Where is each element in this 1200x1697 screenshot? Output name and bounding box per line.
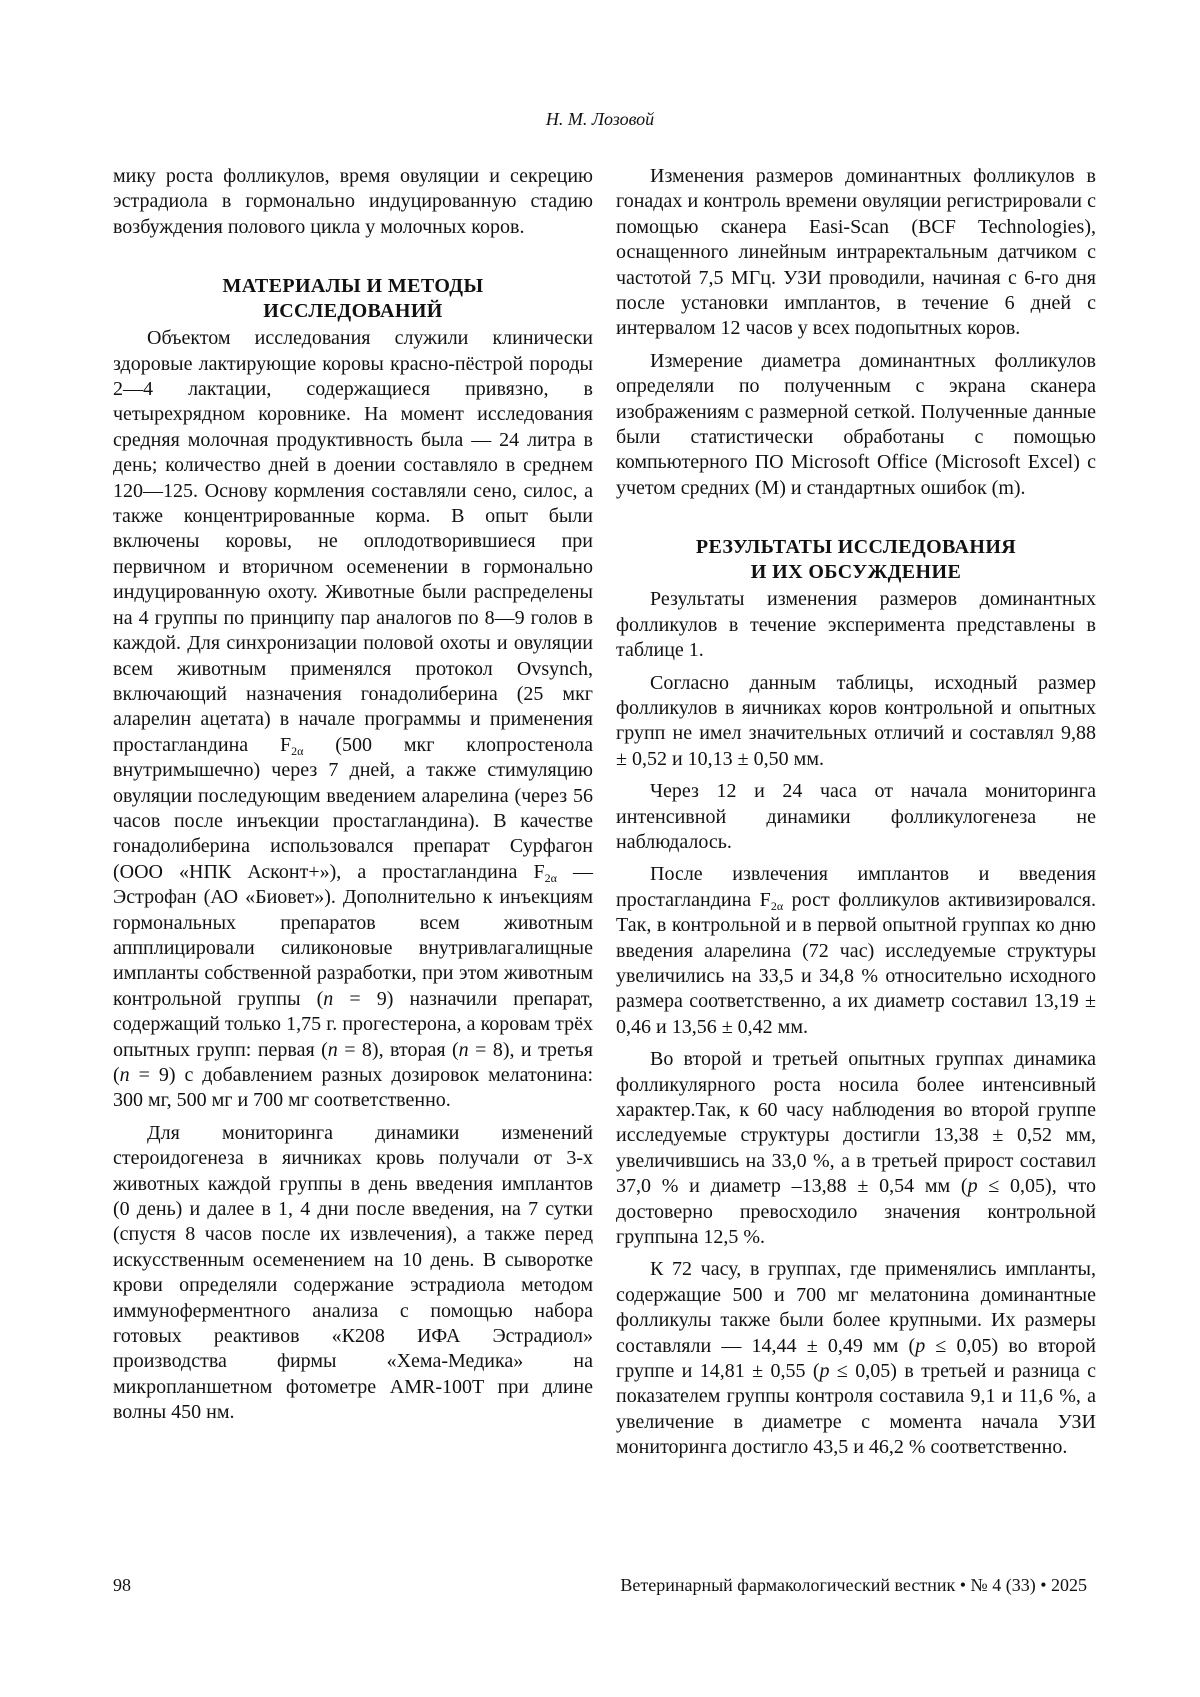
text-run: После извлечения имплантов и введения простагландина F [616, 863, 1096, 911]
left-column [113, 164, 593, 1426]
text-run: (500 мкг клопростенола внутримышечно) через 7 дней, а также стимуляцию овуляции последующим введением аларелина (через 56 часов после инъекции простагландина). В качестве гонадолиберина использовался препарат Сурфагон (ООО «НПК Асконт+»), а простагландина F [113, 733, 593, 883]
text-run: — Эстрофан (АО «Биовет»). Дополнительно к инъекциям гормональных препаратов всем животным аппплицировали силиконовые внутривлагалищные импланты собственной разработки, при этом животным контрольной группы ( [113, 860, 593, 1010]
page-number: 98 [113, 1575, 131, 1595]
methods-paragraph-4: Измерение диаметра доминантных фолликулов определяли по полученным с экрана сканера изображениям с размерной сеткой. Полученные данные были статистически обработаны с помощью компьютерного ПО Microsoft Office (Microsoft Excel) с учетом средних (M) и стандартных ошибок (m). [616, 349, 1096, 499]
results-paragraph-4 [616, 862, 1096, 1040]
results-paragraph-5 [616, 1047, 1096, 1250]
text-run: ≤ 0,05), что достоверно превосходило значения контрольной группына 12,5 %. [616, 1175, 1096, 1249]
section-heading-methods [113, 274, 593, 324]
text-run: ≤ 0,05) в третьей и разница с показателем группы контроля составила 9,1 и 11,6 %, а увеличение в диаметре с момента начала УЗИ мониторинга достигло 43,5 и 46,2 % соответственно. [616, 1360, 1097, 1459]
italic-n: n [458, 1038, 469, 1061]
italic-p: p [915, 1334, 926, 1357]
methods-paragraph-2: Для мониторинга динамики изменений стероидогенеза в яичниках кровь получали от 3-х животных каждой группы в день введения имплантов (0 день) и далее в 1, 4 дни после введения, на 7 сутки (спустя 8 часов после их извлечения), а также перед искусственным осеменением на 10 день. В сыворотке крови определяли содержание эстрадиола методом иммуноферментного анализа с помощью набора готовых реактивов «К208 ИФА Эстрадиол» производства фирмы «Хема-Медика» на микропланшетном фотометре AMR-100T при длине волны 450 нм. [113, 1121, 593, 1424]
text-run: = 8), вторая ( [337, 1038, 459, 1061]
methods-paragraph-3: Изменения размеров доминантных фолликулов в гонадах и контроль времени овуляции регистрировали с помощью сканера Easi-Scan (BCF Technologies), оснащенного линейным интраректальным датчиком с частотой 7,5 МГц. УЗИ проводили, начиная с 6-го дня после установки имплантов, в течение 6 дней с интервалом 12 часов у всех подопытных коров. [616, 165, 1096, 340]
results-paragraph-1: Результаты изменения размеров доминантных фолликулов в течение эксперимента представлены в таблице 1. [616, 588, 1096, 662]
heading-line: И ИХ ОБСУЖДЕНИЕ [750, 561, 962, 584]
right-column [616, 164, 1096, 1461]
text-run: = 9) назначили препарат, содержащий только 1,75 г. прогестерона, а коровам трёх опытных групп: первая ( [113, 987, 593, 1061]
heading-line: ИССЛЕДОВАНИЙ [263, 300, 443, 323]
italic-n: n [323, 987, 334, 1010]
italic-p: p [967, 1175, 978, 1198]
italic-n: n [119, 1064, 130, 1086]
section-heading-results [616, 535, 1096, 585]
text-run: рост фолликулов активизировался. Так, в контрольной и в первой опытной группах ко дню введения аларелина (72 час) исследуемые структуры увеличились на 33,5 и 34,8 % относительно исходного размера соответственно, а их диаметр составил 13,19 ± 0,46 и 13,56 ± 0,42 мм. [616, 888, 1096, 1038]
journal-footer: Ветеринарный фармакологический вестник • № 4 (33) • 2025 [620, 1575, 1087, 1595]
heading-line: МАТЕРИАЛЫ И МЕТОДЫ [222, 275, 484, 298]
methods-paragraph-1 [113, 326, 593, 1114]
text-run: ≤ 0,05) во второй группе и 14,81 ± 0,55 ( [616, 1334, 1096, 1383]
subscript: 2α [544, 870, 557, 885]
intro-paragraph: мику роста фолликулов, время овуляции и секрецию эстрадиола в гормонально индуцированную стадию возбуждения полового цикла у молочных коров. [113, 165, 593, 238]
text-run: = 8), и третья ( [113, 1038, 593, 1086]
text-run: К 72 часу, в группах, где применялись импланты, содержащие 500 и 700 мг мелатонина доминантные фолликулы также были более крупными. Их размеры составляли — 14,44 ± 0,49 мм ( [616, 1258, 1096, 1357]
running-head-author: Н. М. Лозовой [545, 109, 655, 129]
subscript: 2α [770, 898, 784, 913]
text-run: Объектом исследования служили клинически здоровые лактирующие коровы красно-пёстрой породы 2—4 лактации, содержащиеся привязно, в четырехрядном коровнике. На момент исследования средняя молочная продуктивность была — 24 литра в день; количество дней в доении составляло в среднем 120—125. Основу кормления составляли сено, силос, а также концентрированные корма. В опыт были включены коровы, не оплодотворившиеся при первичном и вторичном осеменении в гормонально индуцированную охоту. Животные были распределены на 4 группы по принципу пар аналогов по 8—9 голов в каждой. Для синхронизации половой охоты и овуляции всем животным применялся протокол Ovsynch, включающий назначения гонадолиберина (25 мкг аларелин ацетата) в начале программы и применения простагландина F [113, 327, 593, 756]
results-paragraph-2: Согласно данным таблицы, исходный размер фолликулов в яичниках коров контрольной и опытных групп не имел значительных отличий и составлял 9,88 ± 0,52 и 10,13 ± 0,50 мм. [616, 671, 1096, 770]
italic-n: n [327, 1038, 338, 1061]
results-paragraph-3: Через 12 и 24 часа от начала мониторинга интенсивной динамики фолликулогенеза не наблюдалось. [616, 780, 1096, 853]
text-run: Во второй и третьей опытных группах динамика фолликулярного роста носила более интенсивный характер.Так, к 60 часу наблюдения во второй группе исследуемые структуры достигли 13,38 ± 0,52 мм, увеличившись на 33,0 %, а в третьей прирост составил 37,0 % и диаметр –13,88 ± 0,54 мм ( [616, 1048, 1096, 1198]
heading-line: РЕЗУЛЬТАТЫ ИССЛЕДОВАНИЯ [695, 536, 1017, 559]
italic-p: p [819, 1360, 830, 1383]
subscript: 2α [291, 743, 304, 758]
results-paragraph-6 [616, 1257, 1096, 1460]
text-run: = 9) с добавлением разных дозировок мелатонина: 300 мг, 500 мг и 700 мг соответственно. [113, 1064, 593, 1112]
